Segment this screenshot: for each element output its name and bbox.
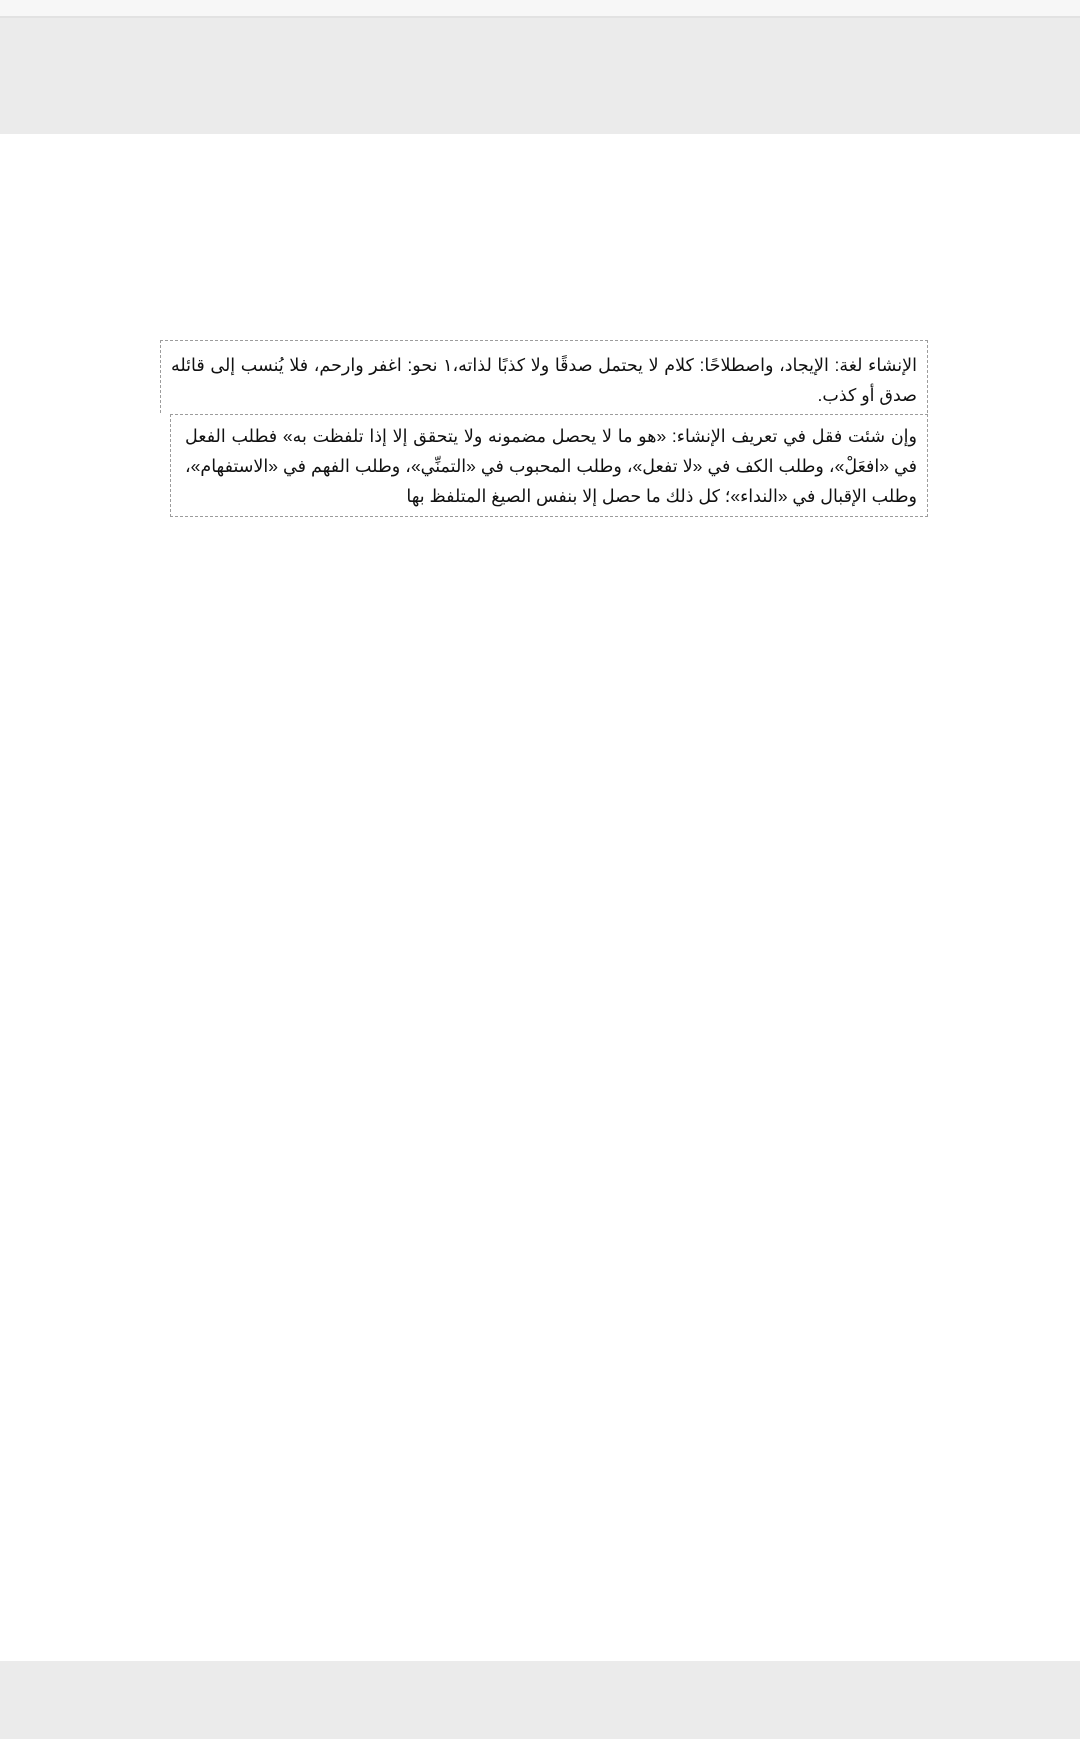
text-frame-alternative-definition bbox=[170, 414, 928, 517]
text-frame-definition bbox=[160, 340, 928, 413]
viewer-bottom-gap bbox=[0, 1661, 1080, 1739]
viewer-top-edge bbox=[0, 0, 1080, 18]
paragraph-definition: الإنشاء لغة: الإيجاد، واصطلاحًا: كلام لا يحتمل صدقًا ولا كذبًا لذاته،١ نحو: اغفر وارحم، فلا يُنسب إلى قائله صدق أو كذب. bbox=[171, 355, 917, 405]
paragraph-alternative-definition: وإن شئت فقل في تعريف الإنشاء: «هو ما لا يحصل مضمونه ولا يتحقق إلا إذا تلفظت به» فطلب الفعل في «افعَلْ»، وطلب الكف في «لا تفعل»، وطلب المحبوب في «التمنِّي»، وطلب الفهم في «الاستفهام»، وطلب الإقبال في «النداء»؛ كل ذلك ما حصل إلا بنفس الصيغ المتلفظ بها bbox=[185, 426, 917, 506]
viewer-top-gap bbox=[0, 18, 1080, 134]
